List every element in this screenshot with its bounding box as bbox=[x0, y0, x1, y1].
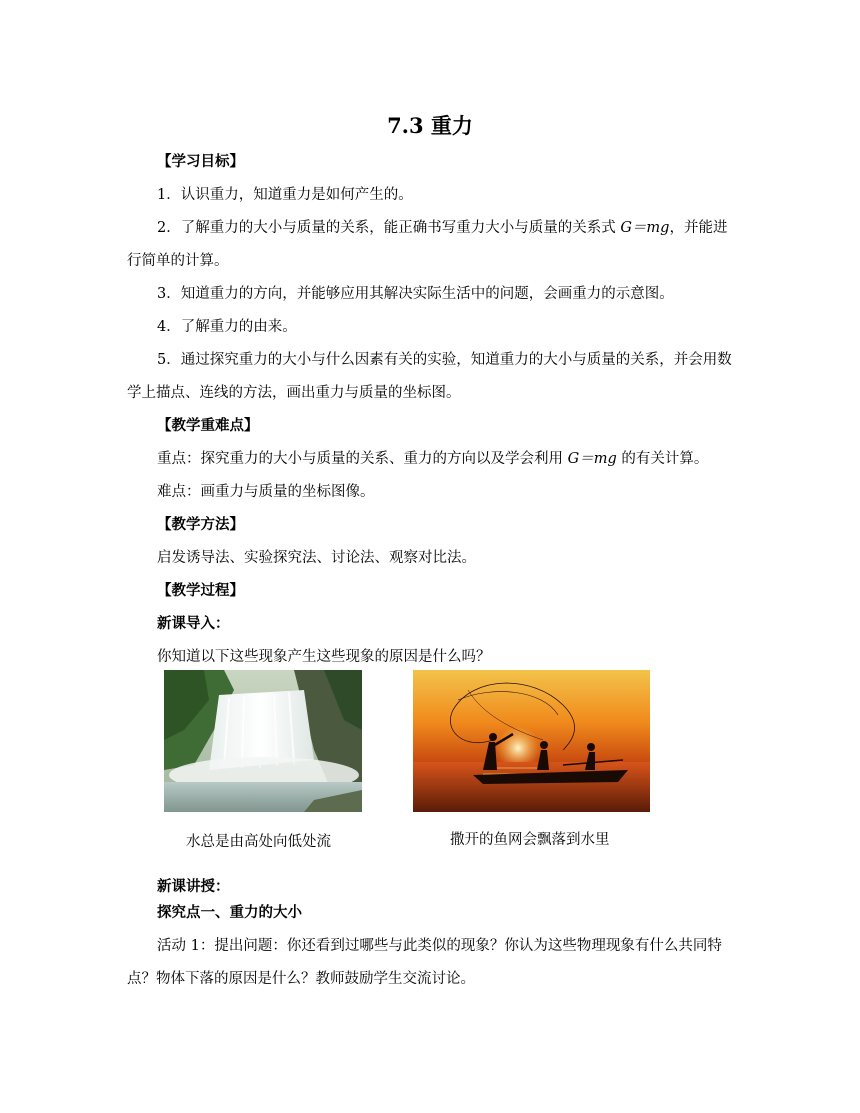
goal-item-5: 5．通过探究重力的大小与什么因素有关的实验，知道重力的大小与质量的关系，并会用数 bbox=[157, 352, 732, 368]
goal-item-2: 2．了解重力的大小与质量的关系，能正确书写重力大小与质量的关系式 G＝mg，并能进 bbox=[157, 220, 728, 236]
intro-question: 你知道以下这些现象产生这些现象的原因是什么吗？ bbox=[157, 649, 491, 665]
intro-heading: 新课导入： bbox=[157, 615, 230, 632]
formula-g-mg: G＝mg bbox=[567, 451, 617, 467]
learning-goals-heading: 【学习目标】 bbox=[157, 153, 244, 170]
activity-1: 活动 1：提出问题：你还看到过哪些与此类似的现象？你认为这些物理现象有什么共同特 bbox=[157, 938, 722, 954]
teaching-process-heading: 【教学过程】 bbox=[157, 582, 244, 599]
lecture-heading: 新课讲授： bbox=[157, 878, 230, 895]
goal-item-5-cont: 学上描点、连线的方法，画出重力与质量的坐标图。 bbox=[127, 385, 461, 401]
inquiry-point-1-heading: 探究点一、重力的大小 bbox=[157, 904, 302, 921]
goal-item-2-cont: 行简单的计算。 bbox=[127, 253, 229, 269]
key-difficult-heading: 【教学重难点】 bbox=[157, 417, 259, 434]
goal-item-4: 4．了解重力的由来。 bbox=[157, 319, 297, 335]
teaching-methods-heading: 【教学方法】 bbox=[157, 516, 244, 533]
teaching-methods-text: 启发诱导法、实验探究法、讨论法、观察对比法。 bbox=[157, 550, 476, 566]
waterfall-caption: 水总是由高处向低处流 bbox=[186, 834, 331, 850]
key-point: 重点：探究重力的大小与质量的关系、重力的方向以及学会利用 G＝mg 的有关计算。 bbox=[157, 451, 709, 467]
fishing-net-caption: 撒开的鱼网会飘落到水里 bbox=[450, 832, 610, 848]
formula-g-mg: G＝mg bbox=[620, 220, 670, 236]
page-title: 7.3 重力 bbox=[387, 113, 473, 138]
goal-item-3: 3．知道重力的方向，并能够应用其解决实际生活中的问题，会画重力的示意图。 bbox=[157, 286, 674, 302]
waterfall-photo bbox=[164, 670, 362, 812]
activity-1-cont: 点？物体下落的原因是什么？教师鼓励学生交流讨论。 bbox=[127, 971, 475, 987]
goal-item-1: 1．认识重力，知道重力是如何产生的。 bbox=[157, 187, 413, 203]
difficult-point: 难点：画重力与质量的坐标图像。 bbox=[157, 484, 375, 500]
fishing-net-photo bbox=[413, 670, 650, 812]
